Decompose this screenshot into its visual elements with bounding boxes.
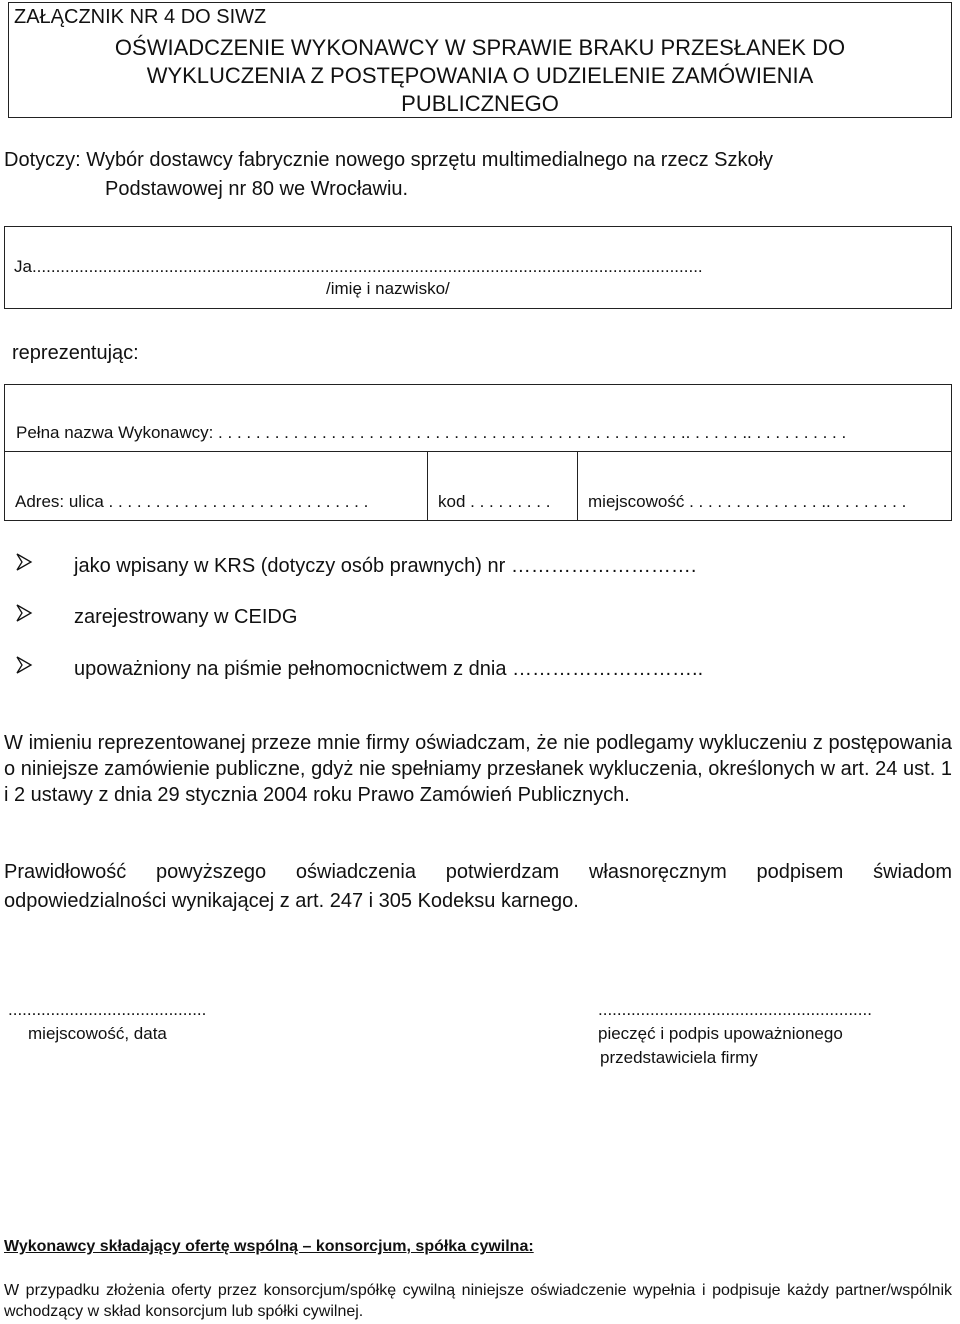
consortium-note: W przypadku złożenia oferty przez konsorcjum/spółkę cywilną niniejsze oświadczenie wypełnia i podpisuje każdy partner/wspólnik wchodzący w skład konsorcjum lub spółki cywilnej. [4,1282,952,1320]
bullet-ceidg-text: zarejestrowany w CEIDG [74,606,298,628]
place-date-label: miejscowość, data [28,1024,167,1043]
postal-code-field[interactable]: kod . . . . . . . . . [438,492,551,511]
subject [4,146,954,204]
address-row [4,451,952,521]
annex-label: ZAŁĄCZNIK NR 4 DO SIWZ [14,6,267,28]
signature-label-line-2: przedstawiciela firmy [600,1048,758,1067]
bullet-power-of-attorney [14,655,703,681]
place-date-line[interactable]: .......................................... [8,1000,207,1019]
bullet-ceidg [14,603,297,629]
arrow-bullet-icon [14,603,74,629]
declarant-name-hint: /imię i nazwisko/ [326,279,450,298]
bullet-krs [14,552,696,578]
representing-label: reprezentując: [12,342,139,364]
declarant-name-field[interactable]: Ja.............................................................................................................................................. [14,257,703,276]
document-title-line-3: PUBLICZNEGO [401,91,559,116]
street-field[interactable]: Adres: ulica . . . . . . . . . . . . . . . . . . . . . . . . . . . . [15,492,369,511]
declaration-paragraph: W imieniu reprezentowanej przeze mnie firmy oświadczam, że nie podlegamy wykluczeniu z postępowania o niniejsze zamówienie publiczne, gdyż nie spełniamy przesłanek wykluczenia, określonych w art. 24 ust. 1 i 2 ustawy z dnia 29 stycznia 2004 roku Prawo Zamówień Publicznych. [4,732,952,806]
contractor-name-field[interactable]: Pełna nazwa Wykonawcy: . . . . . . . . . . . . . . . . . . . . . . . . . . . . . . . . . . . . . . . . . . . . . . . . . .. . . . . . .. . . . . . . . . . . [16,423,847,442]
city-field[interactable]: miejscowość . . . . . . . . . . . . . . .. . . . . . . . . [588,492,907,511]
signature-label-line-1: pieczęć i podpis upoważnionego [598,1024,843,1043]
document-title-line-1: OŚWIADCZENIE WYKONAWCY W SPRAWIE BRAKU PRZESŁANEK DO [114,35,846,60]
document-title-line-2: WYKLUCZENIA Z POSTĘPOWANIA O UDZIELENIE ZAMÓWIENIA [146,63,814,88]
street-cell [4,451,428,521]
bullet-krs-text: jako wpisany w KRS (dotyczy osób prawnych) nr ………………………. [74,555,697,577]
bullet-power-of-attorney-text: upoważniony na piśmie pełnomocnictwem z dnia ……………………….. [74,658,704,680]
city-cell [577,451,952,521]
signature-line[interactable]: .......................................................... [598,1000,872,1019]
subject-line-1: Dotyczy: Wybór dostawcy fabrycznie nowego sprzętu multimedialnego na rzecz Szkoły [4,149,774,171]
postal-code-cell [427,451,578,521]
consortium-heading: Wykonawcy składający ofertę wspólną – konsorcjum, spółka cywilna: [4,1238,534,1255]
arrow-bullet-icon [14,552,74,578]
subject-line-2: Podstawowej nr 80 we Wrocławiu. [105,178,409,200]
arrow-bullet-icon [14,655,74,681]
certification-paragraph: Prawidłowość powyższego oświadczenia potwierdzam własnoręcznym podpisem świadom odpowiedzialności wynikającej z art. 247 i 305 Kodeksu karnego. [4,861,952,912]
